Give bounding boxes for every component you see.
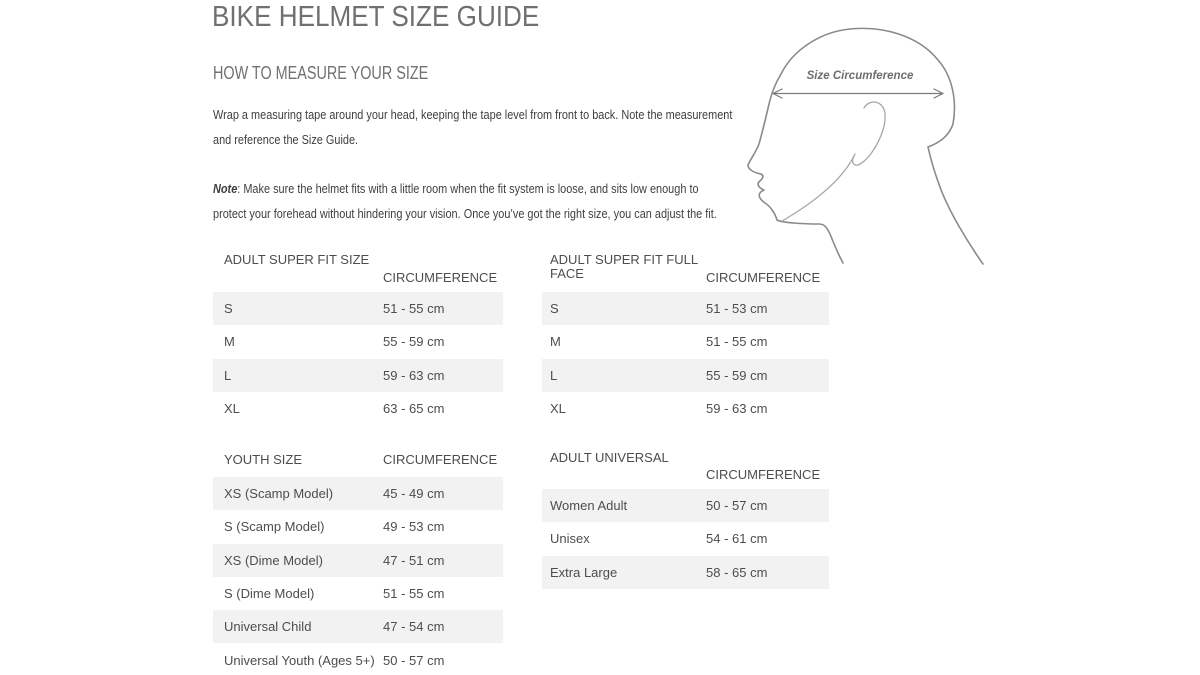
note-text: : Make sure the helmet fits with a little room when the fit system is loose, and sits low enough to (237, 181, 699, 196)
circumference-cell: 55 - 59 cm (383, 334, 445, 350)
table-header-row (213, 443, 503, 477)
table-row (542, 325, 829, 358)
table-row (542, 392, 829, 425)
size-cell: Universal Child (224, 619, 312, 635)
circumference-cell: 49 - 53 cm (383, 519, 445, 535)
size-cell: M (224, 334, 235, 350)
table-row (213, 359, 503, 392)
table-row (213, 544, 503, 577)
table-row (542, 556, 829, 589)
size-table-youth (213, 443, 503, 675)
size-table-adult-universal (542, 443, 829, 589)
circumference-cell: 59 - 63 cm (383, 367, 445, 383)
table-header-row (542, 443, 829, 489)
size-cell: S (224, 301, 233, 317)
circumference-header: CIRCUMFERENCE (383, 270, 498, 285)
table-title: YOUTH SIZE (224, 452, 303, 467)
circumference-cell: 58 - 65 cm (706, 564, 768, 580)
size-cell: Women Adult (550, 498, 628, 514)
circumference-header: CIRCUMFERENCE (706, 270, 821, 285)
circumference-cell: 55 - 59 cm (706, 367, 768, 383)
page-title: BIKE HELMET SIZE GUIDE (212, 1, 540, 33)
table-row (542, 522, 829, 555)
size-cell: M (550, 334, 561, 350)
circumference-cell: 45 - 49 cm (383, 486, 445, 502)
table-row (542, 359, 829, 392)
section-heading: HOW TO MEASURE YOUR SIZE (213, 63, 429, 83)
note-line: protect your forehead without hindering your vision. Once you’ve got the right size, you can adjust the fit. (213, 206, 717, 221)
size-cell: Unisex (550, 531, 590, 547)
size-cell: XL (550, 401, 566, 417)
table-header-row (213, 245, 503, 292)
table-row (213, 643, 503, 675)
head-profile-illustration (745, 22, 985, 272)
table-row (213, 510, 503, 543)
table-row (213, 610, 503, 643)
size-cell: S (550, 301, 559, 317)
circumference-header: CIRCUMFERENCE (706, 467, 821, 482)
table-title: ADULT UNIVERSAL (550, 450, 669, 465)
table-title: ADULT SUPER FIT FULL FACE (550, 252, 698, 281)
size-table-adult-super-fit (213, 245, 503, 425)
circumference-cell: 59 - 63 cm (706, 401, 768, 417)
table-row (213, 392, 503, 425)
size-cell: XS (Dime Model) (224, 552, 323, 568)
size-cell: Extra Large (550, 564, 618, 580)
size-cell: S (Dime Model) (224, 586, 315, 602)
table-row (542, 292, 829, 325)
circumference-cell: 47 - 51 cm (383, 552, 445, 568)
intro-line: and reference the Size Guide. (213, 132, 359, 147)
circumference-cell: 50 - 57 cm (706, 498, 768, 514)
size-cell: L (550, 367, 558, 383)
size-cell: Universal Youth (Ages 5+) (224, 652, 375, 668)
circumference-cell: 51 - 53 cm (706, 301, 768, 317)
size-table-adult-super-fit-full-face (542, 245, 829, 425)
table-row (213, 325, 503, 358)
circumference-cell: 51 - 55 cm (706, 334, 768, 350)
cheek-line (782, 154, 855, 221)
table-row (213, 292, 503, 325)
table-row (213, 577, 503, 610)
size-cell: XS (Scamp Model) (224, 486, 334, 502)
circumference-cell: 51 - 55 cm (383, 301, 445, 317)
circumference-cell: 47 - 54 cm (383, 619, 445, 635)
note-label: Note (213, 181, 238, 196)
table-title: ADULT SUPER FIT SIZE (224, 252, 370, 267)
circumference-cell: 51 - 55 cm (383, 586, 445, 602)
ear-line (853, 102, 886, 165)
size-cell: L (224, 367, 232, 383)
note-line (213, 176, 717, 201)
size-circumference-label: Size Circumference (806, 70, 914, 82)
table-row (213, 477, 503, 510)
note-paragraph (213, 176, 717, 226)
circumference-header: CIRCUMFERENCE (383, 452, 498, 467)
intro-line: Wrap a measuring tape around your head, keeping the tape level from front to back. Note the measurement (213, 107, 733, 122)
circumference-cell: 50 - 57 cm (383, 652, 445, 668)
size-cell: XL (224, 401, 240, 417)
intro-paragraph (213, 102, 732, 152)
circumference-cell: 63 - 65 cm (383, 401, 445, 417)
table-row (542, 489, 829, 522)
circumference-cell: 54 - 61 cm (706, 531, 768, 547)
measurement-arrow-icon (773, 89, 943, 98)
size-cell: S (Scamp Model) (224, 519, 325, 535)
head-outline (748, 28, 983, 264)
